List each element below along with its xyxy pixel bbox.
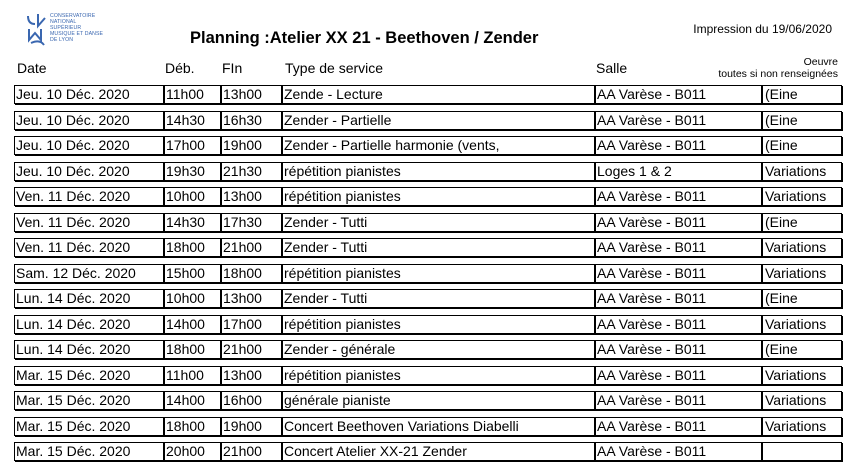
- cell-fin: 21h00: [221, 340, 282, 359]
- cell-debut: 14h00: [164, 315, 221, 334]
- cell-date: Jeu. 10 Déc. 2020: [14, 85, 164, 104]
- logo-line: MUSIQUE ET DANSE: [50, 31, 104, 37]
- cell-salle: Loges 1 & 2: [595, 162, 762, 181]
- cell-oeuvre: (Eine: [762, 111, 842, 130]
- header-oeuvre-note: toutes si non renseignées: [718, 68, 838, 80]
- cell-debut: 14h30: [164, 213, 221, 232]
- cell-salle: AA Varèse - B011: [595, 391, 762, 410]
- cell-debut: 18h00: [164, 238, 221, 257]
- cell-debut: 20h00: [164, 442, 221, 461]
- page-title: Planning :Atelier XX 21 - Beethoven / Zender: [190, 29, 539, 47]
- cell-type: Zender - Tutti: [282, 213, 595, 232]
- cell-oeuvre: (Eine: [762, 85, 842, 104]
- table-row: [14, 315, 842, 337]
- cell-oeuvre: Variations: [762, 315, 842, 334]
- cell-oeuvre: Variations: [762, 162, 842, 181]
- table-row: [14, 264, 842, 286]
- table-row: [14, 136, 842, 158]
- cell-type: Concert Atelier XX-21 Zender: [282, 442, 595, 461]
- cell-debut: 11h00: [164, 366, 221, 385]
- cell-type: Zende - Lecture: [282, 85, 595, 104]
- cell-debut: 18h00: [164, 417, 221, 436]
- table-row: [14, 238, 842, 260]
- cell-date: Jeu. 10 Déc. 2020: [14, 111, 164, 130]
- table-row: [14, 187, 842, 209]
- header-salle: Salle: [596, 60, 628, 76]
- cell-debut: 11h00: [164, 85, 221, 104]
- cell-salle: AA Varèse - B011: [595, 315, 762, 334]
- cell-oeuvre: Variations: [762, 264, 842, 283]
- header-oeuvre: [718, 56, 838, 80]
- cell-salle: AA Varèse - B011: [595, 289, 762, 308]
- cell-date: Mar. 15 Déc. 2020: [14, 417, 164, 436]
- cell-fin: 13h00: [221, 187, 282, 206]
- cell-salle: AA Varèse - B011: [595, 366, 762, 385]
- cell-fin: 21h00: [221, 238, 282, 257]
- cell-oeuvre: Variations: [762, 366, 842, 385]
- table-row: [14, 289, 842, 311]
- cell-debut: 18h00: [164, 340, 221, 359]
- table-row: [14, 391, 842, 413]
- cell-fin: 16h00: [221, 391, 282, 410]
- print-date: Impression du 19/06/2020: [693, 22, 832, 36]
- cell-fin: 13h00: [221, 85, 282, 104]
- cell-date: Lun. 14 Déc. 2020: [14, 315, 164, 334]
- cell-salle: AA Varèse - B011: [595, 136, 762, 155]
- header-fin: FIn: [222, 60, 243, 76]
- logo-line: SUPÉRIEUR: [50, 25, 82, 31]
- cell-salle: AA Varèse - B011: [595, 264, 762, 283]
- cell-date: Jeu. 10 Déc. 2020: [14, 162, 164, 181]
- cell-oeuvre: (Eine: [762, 136, 842, 155]
- cell-fin: 17h30: [221, 213, 282, 232]
- cell-debut: 15h00: [164, 264, 221, 283]
- cell-type: répétition pianistes: [282, 264, 595, 283]
- cell-type: répétition pianistes: [282, 366, 595, 385]
- cell-oeuvre: Variations: [762, 238, 842, 257]
- cell-debut: 14h00: [164, 391, 221, 410]
- cell-fin: 13h00: [221, 366, 282, 385]
- cell-salle: AA Varèse - B011: [595, 187, 762, 206]
- cell-type: répétition pianistes: [282, 187, 595, 206]
- cell-salle: AA Varèse - B011: [595, 340, 762, 359]
- cell-date: Mar. 15 Déc. 2020: [14, 391, 164, 410]
- cell-type: répétition pianistes: [282, 162, 595, 181]
- logo-text: [50, 13, 103, 43]
- cell-salle: AA Varèse - B011: [595, 111, 762, 130]
- cell-type: Zender - générale: [282, 340, 595, 359]
- cell-type: Zender - Tutti: [282, 289, 595, 308]
- cell-type: Zender - Tutti: [282, 238, 595, 257]
- cell-oeuvre: (Eine: [762, 289, 842, 308]
- cell-salle: AA Varèse - B011: [595, 442, 762, 461]
- table-row: [14, 213, 842, 235]
- table-row: [14, 340, 842, 362]
- cnsmd-logo-mark-icon: [26, 12, 48, 48]
- cell-fin: 17h00: [221, 315, 282, 334]
- logo-line: NATIONAL: [50, 19, 77, 25]
- cell-type: Concert Beethoven Variations Diabelli: [282, 417, 595, 436]
- cell-salle: AA Varèse - B011: [595, 417, 762, 436]
- cell-fin: 13h00: [221, 289, 282, 308]
- cell-oeuvre: Variations: [762, 187, 842, 206]
- header-oeuvre-title: Oeuvre: [803, 56, 838, 68]
- cell-oeuvre: Variations: [762, 417, 842, 436]
- cell-date: Mar. 15 Déc. 2020: [14, 442, 164, 461]
- table-row: [14, 162, 842, 184]
- cell-oeuvre: (Eine: [762, 213, 842, 232]
- cell-date: Lun. 14 Déc. 2020: [14, 340, 164, 359]
- cell-debut: 17h00: [164, 136, 221, 155]
- table-row: [14, 417, 842, 439]
- cell-oeuvre: Variations: [762, 391, 842, 410]
- cell-salle: AA Varèse - B011: [595, 213, 762, 232]
- cell-type: générale pianiste: [282, 391, 595, 410]
- cell-date: Lun. 14 Déc. 2020: [14, 289, 164, 308]
- table-row: [14, 366, 842, 388]
- cell-date: Ven. 11 Déc. 2020: [14, 187, 164, 206]
- cell-salle: AA Varèse - B011: [595, 85, 762, 104]
- logo-line: CONSERVATOIRE: [50, 13, 96, 19]
- cell-fin: 19h00: [221, 417, 282, 436]
- table-row: [14, 85, 842, 107]
- cell-type: Zender - Partielle: [282, 111, 595, 130]
- cnsmd-logo: [26, 12, 116, 50]
- cell-debut: 10h00: [164, 289, 221, 308]
- cell-date: Mar. 15 Déc. 2020: [14, 366, 164, 385]
- header-date: Date: [17, 60, 47, 76]
- cell-debut: 19h30: [164, 162, 221, 181]
- header-type: Type de service: [285, 60, 384, 76]
- cell-oeuvre: [762, 442, 842, 461]
- cell-debut: 10h00: [164, 187, 221, 206]
- cell-fin: 19h00: [221, 136, 282, 155]
- table-row: [14, 442, 842, 464]
- header-debut: Déb.: [165, 60, 195, 76]
- logo-line: DE LYON: [50, 37, 74, 43]
- cell-type: Zender - Partielle harmonie (vents,: [282, 136, 595, 155]
- table-row: [14, 111, 842, 133]
- cell-date: Jeu. 10 Déc. 2020: [14, 136, 164, 155]
- cell-type: répétition pianistes: [282, 315, 595, 334]
- cell-fin: 21h00: [221, 442, 282, 461]
- cell-salle: AA Varèse - B011: [595, 238, 762, 257]
- cell-date: Ven. 11 Déc. 2020: [14, 213, 164, 232]
- cell-fin: 21h30: [221, 162, 282, 181]
- cell-fin: 18h00: [221, 264, 282, 283]
- cell-debut: 14h30: [164, 111, 221, 130]
- cell-oeuvre: (Eine: [762, 340, 842, 359]
- cell-date: Sam. 12 Déc. 2020: [14, 264, 164, 283]
- cell-date: Ven. 11 Déc. 2020: [14, 238, 164, 257]
- cell-fin: 16h30: [221, 111, 282, 130]
